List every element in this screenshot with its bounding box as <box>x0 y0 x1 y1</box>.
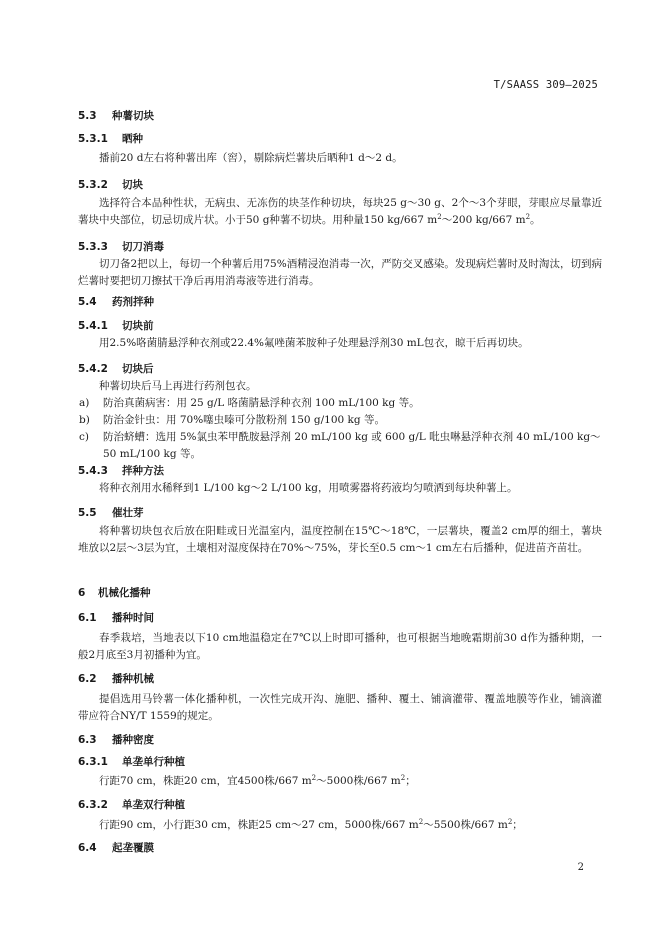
paragraph-text: 。 <box>530 214 541 226</box>
section-title: 切块 <box>122 179 143 191</box>
section-number: 5.4.1 <box>78 320 108 332</box>
section-heading-6-3 <box>78 732 154 747</box>
superscript: 2 <box>311 774 317 782</box>
section-title: 药剂拌种 <box>112 296 154 308</box>
paragraph-text: 行距70 cm，株距20 cm，宜4500株/667 m <box>99 775 312 787</box>
superscript: 2 <box>525 213 531 221</box>
section-number: 5.5 <box>78 507 97 519</box>
section-heading-5-5 <box>78 505 144 520</box>
section-title: 起垄覆膜 <box>112 842 154 854</box>
section-number: 5.4.3 <box>78 465 108 477</box>
list-item <box>79 412 602 429</box>
superscript: 2 <box>437 213 442 221</box>
section-heading-5-3-1 <box>78 131 143 146</box>
section-heading-5-4-2 <box>78 361 154 376</box>
paragraph-5-3-3: 切刀备2把以上，每切一个种薯后用75%酒精浸泡消毒一次，严防交叉感染。发现病烂薯时及时淘汰，切到病烂薯时要把切刀擦拭干净后再用消毒液等进行消毒。 <box>78 258 602 287</box>
list-item-text: 防治金针虫：用 70%噻虫嗪可分散粉剂 150 g/100 kg 等。 <box>103 414 385 426</box>
paragraph-text: 行距90 cm，小行距30 cm，株距25 cm～27 cm，5000株/667 m <box>99 819 419 831</box>
section-heading-6-1 <box>78 610 154 625</box>
paragraph-text: ～200 kg/667 m <box>441 214 526 226</box>
section-number: 6 <box>78 587 86 599</box>
paragraph-text: ～5000株/667 m <box>316 775 401 787</box>
section-title: 晒种 <box>122 133 143 145</box>
paragraph-5-4-2: 种薯切块后马上再进行药剂包衣。 <box>99 380 257 392</box>
section-title: 切块后 <box>122 363 154 375</box>
section-number: 5.3.2 <box>78 179 108 191</box>
section-heading-5-4-1 <box>78 318 154 333</box>
paragraph-5-4-1: 用2.5%咯菌腈悬浮种衣剂或22.4%氟唑菌苯胺种子处理悬浮剂30 mL包衣，晾干后再切块。 <box>99 337 529 349</box>
list-item <box>79 429 602 463</box>
list-marker: c) <box>79 431 89 443</box>
paragraph-text: 选择符合本品种性状，无病虫、无冻伤的块茎作种切块，每块25 g～30 g、2个～3个芽眼，芽眼应尽量靠近薯块中央部位，切忌切成片状。小于50 g种薯不切块。用种量150 kg/667 m <box>78 197 602 226</box>
page-number: 2 <box>577 862 584 873</box>
section-title: 种薯切块 <box>112 110 154 122</box>
list-marker: b) <box>79 414 90 426</box>
section-heading-6-3-2 <box>78 797 185 812</box>
section-heading-5-4 <box>78 294 154 309</box>
section-title: 切块前 <box>122 320 154 332</box>
section-number: 6.3 <box>78 734 97 746</box>
section-heading-5-3 <box>78 108 154 123</box>
section-number: 5.4 <box>78 296 97 308</box>
superscript: 2 <box>507 818 513 826</box>
section-number: 5.3.1 <box>78 133 108 145</box>
section-heading-6-3-1 <box>78 754 185 769</box>
paragraph-6-3-2 <box>78 817 602 834</box>
paragraph-6-3-1 <box>78 773 602 790</box>
paragraph-text: ； <box>405 775 416 787</box>
section-heading-5-4-3 <box>78 463 164 478</box>
section-title: 播种机械 <box>112 673 154 685</box>
section-number: 6.3.2 <box>78 799 108 811</box>
paragraph-6-1: 春季栽培，当地表以下10 cm地温稳定在7℃以上时即可播种，也可根据当地晚霜期前30 d作为播种期，一般2月底至3月初播种为宜。 <box>78 632 602 661</box>
paragraph-5-5: 将种薯切块包衣后放在阳畦或日光温室内，温度控制在15℃～18℃，一层薯块，覆盖2 cm厚的细土，薯块堆放以2层～3层为宜，土壤相对湿度保持在70%～75%，芽长至0.5 cm～1 cm左右后播种，促进苗齐苗壮。 <box>78 525 602 554</box>
paragraph-text: ； <box>512 819 523 831</box>
list-item-text: 防治真菌病害：用 25 g/L 咯菌腈悬浮种衣剂 100 mL/100 kg 等。 <box>103 397 420 409</box>
section-title: 切刀消毒 <box>122 241 164 253</box>
paragraph-5-4-3: 将种衣剂用水稀释到1 L/100 kg～2 L/100 kg，用喷雾器将药液均匀喷洒到每块种薯上。 <box>99 482 518 494</box>
section-title: 播种密度 <box>112 734 154 746</box>
section-number: 6.1 <box>78 612 97 624</box>
section-title: 单垄双行种植 <box>122 799 185 811</box>
list-item <box>79 395 602 412</box>
section-number: 5.3.3 <box>78 241 108 253</box>
superscript: 2 <box>418 818 424 826</box>
paragraph-6-2: 提倡选用马铃薯一体化播种机，一次性完成开沟、施肥、播种、覆土、铺滴灌带、覆盖地膜等作业，铺滴灌带应符合NY/T 1559的规定。 <box>78 693 602 722</box>
section-heading-5-3-2 <box>78 177 143 192</box>
paragraph-5-3-2 <box>78 195 602 229</box>
paragraph-text: ～5500株/667 m <box>423 819 508 831</box>
section-title: 拌种方法 <box>122 465 164 477</box>
list-marker: a) <box>79 397 90 409</box>
section-title: 播种时间 <box>112 612 154 624</box>
section-heading-6 <box>78 585 151 600</box>
section-heading-6-2 <box>78 671 154 686</box>
section-heading-5-3-3 <box>78 239 164 254</box>
section-title: 机械化播种 <box>98 587 151 599</box>
superscript: 2 <box>400 774 406 782</box>
paragraph-5-3-1: 播前20 d左右将种薯出库（窖），剔除病烂薯块后晒种1 d～2 d。 <box>99 152 403 164</box>
section-title: 催壮芽 <box>112 507 144 519</box>
section-number: 5.4.2 <box>78 363 108 375</box>
section-title: 单垄单行种植 <box>122 756 185 768</box>
section-number: 6.3.1 <box>78 756 108 768</box>
list-item-text: 防治蛴螬：选用 5%氯虫苯甲酰胺悬浮剂 20 mL/100 kg 或 600 g/L 吡虫啉悬浮种衣剂 40 mL/100 kg～50 mL/100 kg 等。 <box>103 431 601 460</box>
section-number: 6.4 <box>78 842 97 854</box>
document-id-header: T/SAASS 309—2025 <box>493 79 598 91</box>
section-number: 5.3 <box>78 110 97 122</box>
section-number: 6.2 <box>78 673 97 685</box>
section-heading-6-4 <box>78 840 154 855</box>
